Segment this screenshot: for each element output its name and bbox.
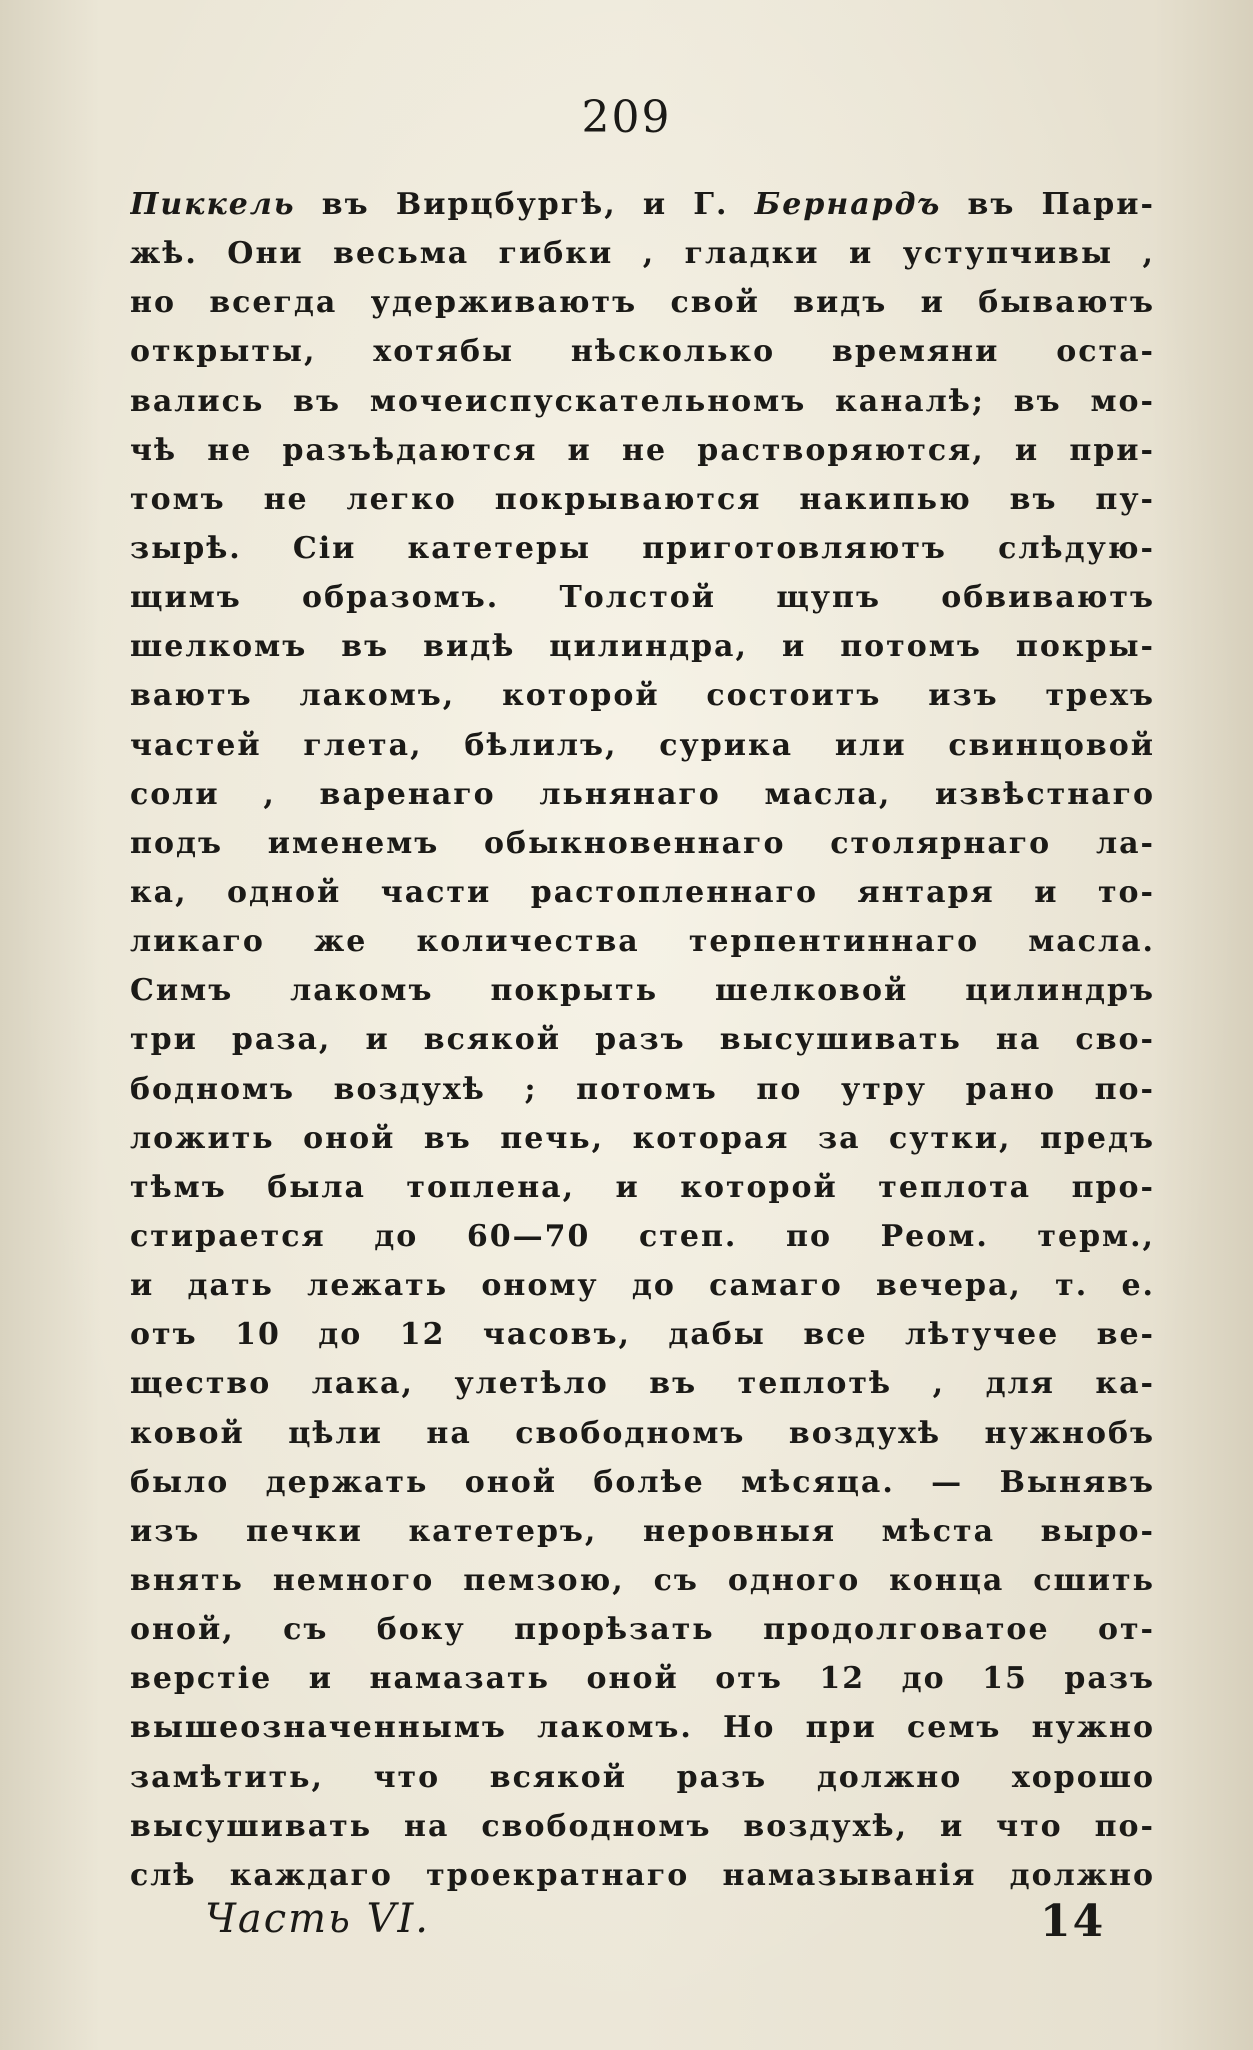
line-text: шелкомъ въ видѣ цилиндра, и потомъ покры- <box>130 629 1155 665</box>
line-text: и дать лежать оному до самаго вечера, т. е. <box>130 1268 1155 1304</box>
line-text: ложить оной въ печь, которая за сутки, предъ <box>130 1120 1155 1156</box>
italic-name: Пиккель <box>130 187 296 222</box>
text-line <box>130 1605 1155 1654</box>
text-line <box>130 278 1155 327</box>
line-text: открыты, хотябы нѣсколько времяни оста- <box>130 334 1155 370</box>
text-line <box>130 1703 1155 1752</box>
line-text: внять немного пемзою, съ одного конца сшить <box>130 1562 1155 1598</box>
text-line <box>130 917 1155 966</box>
line-text: щимъ образомъ. Толстой щупъ обвиваютъ <box>130 580 1155 616</box>
line-text: но всегда удерживаютъ свой видъ и бываютъ <box>130 285 1155 321</box>
line-text: бодномъ воздухѣ ; потомъ по утру рано по- <box>130 1071 1155 1107</box>
text-line <box>130 1802 1155 1851</box>
text-line <box>130 1753 1155 1802</box>
line-text: ка, одной части растопленнаго янтаря и то- <box>130 874 1155 910</box>
text-line <box>130 1015 1155 1064</box>
line-text: вались въ мочеиспускательномъ каналѣ; въ мо- <box>130 383 1155 419</box>
line-text: жѣ. Они весьма гибки , гладки и уступчивы , <box>130 236 1155 272</box>
text-line <box>130 1507 1155 1556</box>
text-line <box>130 1409 1155 1458</box>
line-text: въ Пари- <box>941 187 1155 222</box>
text-line <box>130 573 1155 622</box>
text-line <box>130 1065 1155 1114</box>
text-line <box>130 1851 1155 1900</box>
text-line <box>130 966 1155 1015</box>
text-line <box>130 327 1155 376</box>
line-text: чѣ не разъѣдаются и не растворяются, и при- <box>130 432 1155 468</box>
line-text: вышеозначеннымъ лакомъ. Но при семъ нужно <box>130 1710 1155 1746</box>
sheet-number: 14 <box>1040 1896 1106 1947</box>
line-text: высушивать на свободномъ воздухѣ, и что по- <box>130 1808 1155 1844</box>
line-text: верстіе и намазать оной отъ 12 до 15 разъ <box>130 1661 1155 1697</box>
page-number: 209 <box>581 92 672 143</box>
italic-name: Бернардъ <box>754 187 942 222</box>
text-line <box>130 721 1155 770</box>
text-line <box>130 868 1155 917</box>
text-line <box>130 671 1155 720</box>
text-line <box>130 819 1155 868</box>
line-text: щество лака, улетѣло въ теплотѣ , для ка- <box>130 1366 1155 1402</box>
text-line <box>130 475 1155 524</box>
text-line <box>130 180 1155 229</box>
line-text: томъ не легко покрываются накипью въ пу- <box>130 481 1155 517</box>
text-line <box>130 622 1155 671</box>
page-footer <box>0 1896 1253 1956</box>
line-text: Симъ лакомъ покрыть шелковой цилиндръ <box>130 973 1155 1009</box>
line-text: отъ 10 до 12 часовъ, дабы все лѣтучее ве- <box>130 1317 1155 1353</box>
text-line <box>130 1359 1155 1408</box>
text-line <box>130 1261 1155 1310</box>
text-line <box>130 770 1155 819</box>
line-text: въ Вирцбургѣ, и Г. <box>295 187 755 222</box>
line-text: изъ печки катетеръ, неровныя мѣста выро- <box>130 1513 1155 1549</box>
text-line <box>130 524 1155 573</box>
line-text: ваютъ лакомъ, которой состоитъ изъ трехъ <box>130 678 1155 714</box>
text-line <box>130 229 1155 278</box>
body-text <box>130 180 1155 1900</box>
line-text: слѣ каждаго троекратнаго намазыванія должно <box>130 1857 1155 1893</box>
line-text: ликаго же количества терпентиннаго масла. <box>130 924 1155 960</box>
line-text: ковой цѣли на свободномъ воздухѣ нужнобъ <box>130 1415 1155 1451</box>
line-text: три раза, и всякой разъ высушивать на сво- <box>130 1022 1155 1058</box>
text-line <box>130 1654 1155 1703</box>
text-line <box>130 426 1155 475</box>
line-text: зырѣ. Сіи катетеры приготовляютъ слѣдую- <box>130 530 1155 566</box>
line-text: частей глета, бѣлилъ, сурика или свинцовой <box>130 727 1155 763</box>
signature-mark: Часть VI. <box>205 1896 430 1942</box>
text-line <box>130 1310 1155 1359</box>
text-line <box>130 1114 1155 1163</box>
text-line <box>130 1556 1155 1605</box>
line-text: подъ именемъ обыкновеннаго столярнаго ла- <box>130 825 1155 861</box>
line-text: стирается до 60—70 степ. по Реом. терм., <box>130 1218 1155 1254</box>
line-text: соли , варенаго льнянаго масла, извѣстнаго <box>130 776 1155 812</box>
line-text: было держать оной болѣе мѣсяца. — Вынявъ <box>130 1464 1155 1500</box>
text-line <box>130 1212 1155 1261</box>
line-text: замѣтить, что всякой разъ должно хорошо <box>130 1759 1155 1795</box>
text-line <box>130 1458 1155 1507</box>
text-line <box>130 377 1155 426</box>
line-text: тѣмъ была топлена, и которой теплота про- <box>130 1169 1155 1205</box>
text-line <box>130 1163 1155 1212</box>
line-text: оной, съ боку прорѣзать продолговатое от- <box>130 1612 1155 1648</box>
